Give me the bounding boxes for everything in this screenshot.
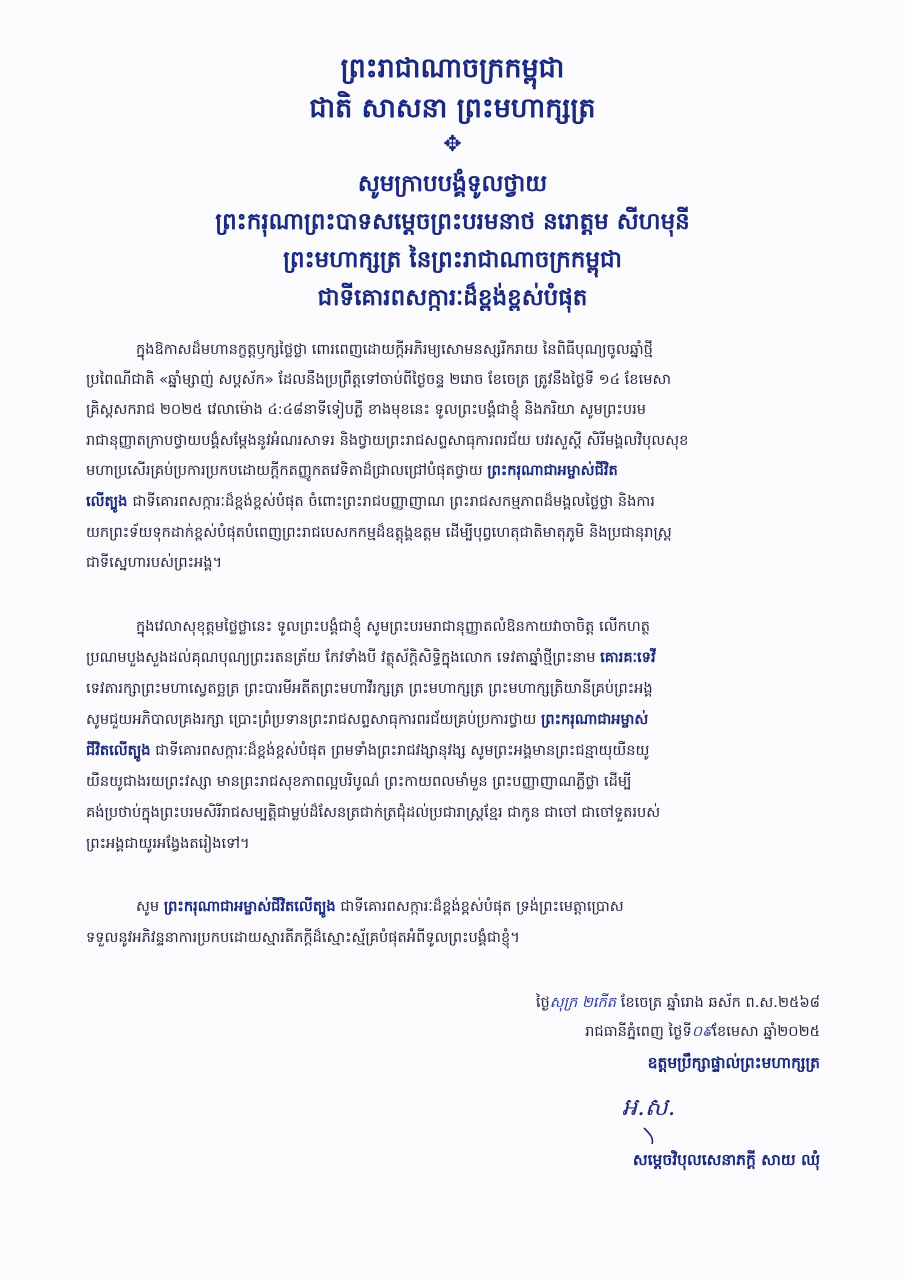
royal-title-emphasis: ព្រះករុណាជាអម្ចាស់ជីវិតលើត្បូង [163, 898, 336, 915]
paragraph-text: ជាទីគោរពសក្ការៈដ៏ខ្ពង់ខ្ពស់បំផុត ទ្រង់ព្រះមេត្តាប្រោស [335, 898, 624, 915]
addressee-salutation: សូមក្រាបបង្គំទូលថ្វាយ [357, 171, 548, 197]
paragraph-line: ប្រពៃណីជាតិ «ឆ្នាំម្សាញ់ សប្តស័ក» ដែលនឹងប្រព្រឹត្តទៅចាប់ពីថ្ងៃចន្ទ ២រោច ខែចេត្រ ត្រូវនឹងថ្ងៃទី ១៤ ខែមេសា [86, 371, 671, 388]
addressee-honorific: ជាទីគោរពសក្ការៈដ៏ខ្ពង់ខ្ពស់បំផុត [317, 285, 588, 311]
paragraph-line [86, 461, 818, 483]
paragraph-text: ជាទីគោរពសក្ការៈដ៏ខ្ពង់ខ្ពស់បំផុត ព្រមទាំងព្រះរាជវង្សានុវង្ស សូមព្រះអង្គមានព្រះជន្មាយុយឺនយូ [150, 742, 650, 759]
addressee-king-name: ព្រះករុណាព្រះបាទសម្តេចព្រះបរមនាថ នរោត្តម សីហមុនី [215, 209, 690, 235]
paragraph-text: សូមជួយអភិបាលគ្រងរក្សា ប្រោះព្រំប្រទានព្រះរាជសព្ទសាធុការពរជ័យគ្រប់ប្រការថ្វាយ [86, 711, 542, 728]
handwritten-day: ០៩ [691, 1023, 713, 1040]
signer-name: សម្តេចវិបុលសេនាភក្តី សាយ ឈុំ [632, 1151, 820, 1169]
paragraph-line: ក្នុងវេលាសុខុត្តមថ្លៃថ្លានេះ ទូលព្រះបង្គំជាខ្ញុំ សូមព្រះបរមរាជានុញ្ញាតលំឱនកាយវាចាចិត្ត លើកហត្ថ [136, 618, 651, 635]
national-motto: ជាតិ សាសនា ព្រះមហាក្សត្រ [309, 93, 596, 124]
paragraph-line [86, 492, 818, 514]
paragraph-line [86, 710, 818, 732]
paragraph-line: ក្នុងឱកាសដ៏មហានក្ខត្តឫក្សថ្លៃថ្លា ពោរពេញដោយក្តីអភិរម្យសោមនស្សរីករាយ នៃពិធីបុណ្យចូលឆ្នាំថ្មី [136, 341, 653, 358]
paragraph-line [86, 648, 818, 670]
addressee-king-title: ព្រះមហាក្សត្រ នៃព្រះរាជាណាចក្រកម្ពុជា [283, 247, 622, 273]
date-place-suffix: ខែមេសា ឆ្នាំ២០២៥ [712, 1023, 820, 1040]
paragraph-line: យឺនយូជាងរយព្រះវស្សា មានព្រះរាជសុខភាពល្អបរិបូណ៌ ព្រះកាយពលមាំមួន ព្រះបញ្ញាញាណភ្លឺថ្លា ដើម្បី [86, 773, 632, 790]
handwritten-date: សុក្រ ២កើត [549, 994, 617, 1011]
handwritten-signature-mark: អ.ស. [622, 1093, 676, 1121]
paragraph-line: ទទួលនូវអភិវន្ទនាការប្រកបដោយស្មារតីភក្តីដ៏ស្មោះស្ម័គ្របំផុតអំពីទូលព្រះបង្គំជាខ្ញុំ។ [86, 929, 520, 946]
date-prefix: ថ្ងៃ [535, 994, 550, 1011]
paragraph-line: ព្រះអង្គជាយូរអង្វែងតរៀងទៅ។ [86, 835, 250, 852]
paragraph-line: ជាទីស្នេហារបស់ព្រះអង្គ។ [86, 554, 223, 571]
paragraph-line: រាជានុញ្ញាតក្រាបថ្វាយបង្គំសម្តែងនូវអំណរសាទរ និងថ្វាយព្រះរាជសព្ទសាធុការពរជ័យ បវរសួស្តី សិរីមង្គលវិបុលសុខ [86, 432, 689, 449]
paragraph-line: យកព្រះទ័យទុកដាក់ខ្ពស់បំផុតបំពេញព្រះរាជបេសកកម្មដ៏ឧត្តុង្គឧត្តម ដើម្បីបុព្វហេតុជាតិមាតុភូមិ និងប្រជានុរាស្ត្រ [86, 524, 672, 541]
paragraph-line: គង់ប្រថាប់ក្នុងព្រះបរមសិរីរាជសម្បត្តិជាម្លប់ដ៏សែនត្រជាក់ត្រជុំដល់ប្រជារាស្ត្រខ្មែរ ជាកូន ជាចៅ ជាចៅទួតរបស់ [86, 804, 661, 821]
date-place-prefix: រាជធានីភ្នំពេញ ថ្ងៃទី [585, 1023, 692, 1040]
royal-title-emphasis: ព្រះករុណាជាអម្ចាស់ [541, 711, 649, 728]
date-lunar: ខែចេត្រ ឆ្នាំរោង ឆស័ក ព.ស.២៥៦៨ [620, 994, 820, 1011]
paragraph-text: ប្រណមបួងសួងដល់គុណបុណ្យព្រះរតនត្រ័យ កែវទាំងបី វត្ថុស័ក្តិសិទ្ធិក្នុងលោក ទេវតាឆ្នាំថ្មីព្រះនាម [86, 649, 601, 666]
date-place-line [430, 1023, 820, 1044]
kingdom-title: ព្រះរាជាណាចក្រកម្ពុជា [340, 53, 565, 84]
paragraph-text: ជាទីគោរពសក្ការៈដ៏ខ្ពង់ខ្ពស់បំផុត ចំពោះព្រះរាជបញ្ញាញាណ ព្រះរាជសកម្មភាពដ៏មង្គលថ្លៃថ្លា និងការ [132, 493, 655, 510]
deity-name-emphasis: គោរគៈទេវី [600, 649, 656, 666]
paragraph-line: គ្រិស្តសករាជ ២០២៥ វេលាម៉ោង ៤:៤៨នាទីទៀបភ្លឺ ខាងមុខនេះ ទូលព្រះបង្គំជាខ្ញុំ និងភរិយា សូមព្រះបរម [86, 401, 646, 418]
paragraph-line: ទេវតារក្សាព្រះមហាស្វេតច្ឆត្រ ព្រះបារមីអតីតព្រះមហាវីរក្សត្រ ព្រះមហាក្សត្រ ព្រះមហាក្សត្រិយានីគ្រប់ព្រះអង្គ [86, 680, 653, 697]
royal-title-emphasis: ជីវិតលើត្បូង [86, 742, 151, 759]
royal-title-emphasis: ព្រះករុណាជាអម្ចាស់ជីវិត [487, 462, 618, 479]
paragraph-line [86, 741, 818, 763]
date-lunar-line [430, 994, 820, 1015]
signature-flourish-icon [640, 1124, 670, 1146]
ornament-icon: ✥ [443, 132, 462, 157]
paragraph-line [136, 897, 818, 919]
paragraph-text: សូម [136, 898, 164, 915]
paragraph-text: មហាប្រសើរគ្រប់ប្រការប្រកបដោយក្តីកតញ្ញូកតវេទិតាដ៏ជ្រាលជ្រៅបំផុតថ្វាយ [86, 462, 488, 479]
royal-title-emphasis: លើត្បូង [86, 493, 133, 510]
signer-position: ឧត្តមប្រឹក្សាផ្ទាល់ព្រះមហាក្សត្រ [647, 1054, 820, 1072]
